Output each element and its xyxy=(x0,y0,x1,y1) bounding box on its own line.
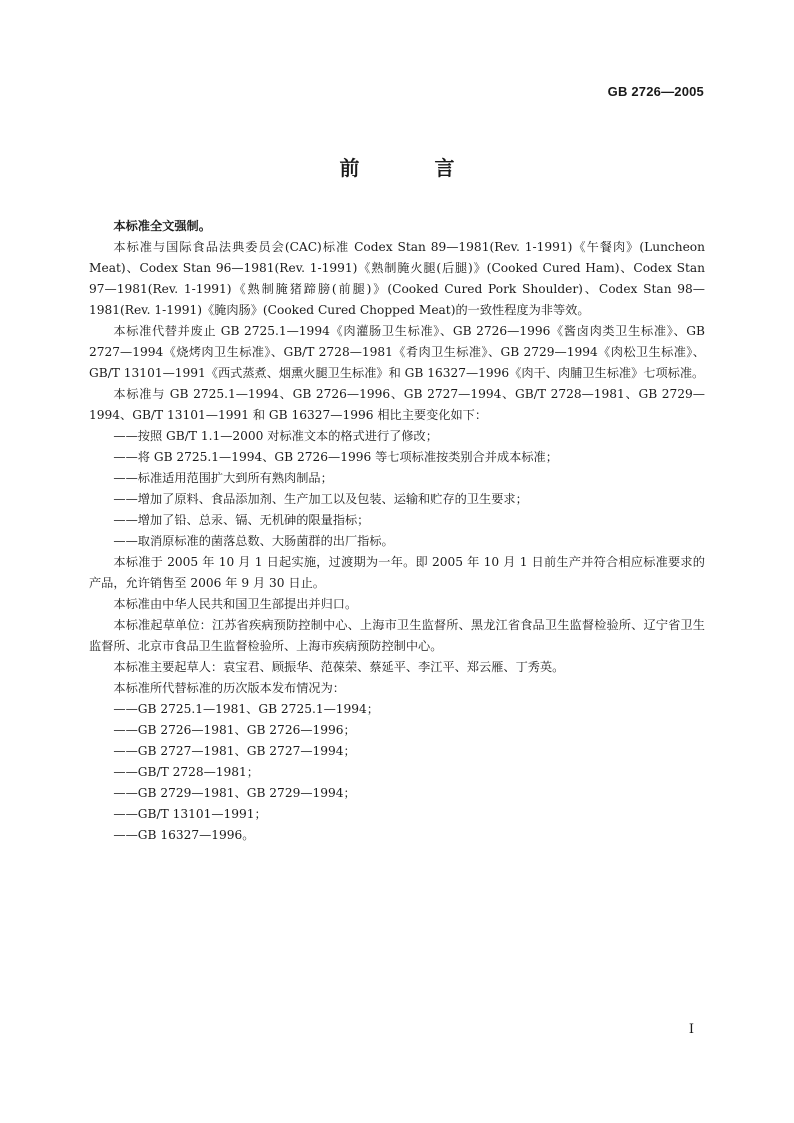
change-list-item: ——增加了原料、食品添加剂、生产加工以及包装、运输和贮存的卫生要求； xyxy=(113,492,528,506)
drafters-paragraph: 本标准主要起草人：袁宝君、顾振华、范葆荣、蔡延平、李江平、郑云雁、丁秀英。 xyxy=(113,660,565,674)
previous-version-item: ——GB 2726—1981、GB 2726—1996； xyxy=(113,723,356,737)
page-number: I xyxy=(688,1022,694,1037)
previous-version-item: ——GB 2727—1981、GB 2727—1994； xyxy=(113,744,356,758)
replaced-standards-paragraph: 本标准代替并废止 GB 2725.1—1994《肉灌肠卫生标准》、GB 2726—1996《酱卤肉类卫生标准》、GB 2727—1994《烧烤肉卫生标准》、GB/T 2728—1981《肴肉卫生标准》、GB 2729—1994《肉松卫生标准》、GB/T 13101—1991《西式蒸煮、烟熏火腿卫生标准》和 GB 16327—1996《肉干、肉脯卫生标准》七项标准。 xyxy=(89,324,705,380)
change-list-item: ——按照 GB/T 1.1—2000 对标准文本的格式进行了修改； xyxy=(113,429,438,443)
cac-consistency-paragraph: 本标准与国际食品法典委员会(CAC)标准 Codex Stan 89—1981(Rev. 1-1991)《午餐肉》(Luncheon Meat)、Codex Stan 96—1981(Rev. 1-1991)《熟制腌火腿(后腿)》(Cooked Cured Ham)、Codex Stan 97—1981(Rev. 1-1991)《熟制腌猪蹄膀(前腿)》(Cooked Cured Pork Shoulder)、Codex Stan 98—1981(Rev. 1-1991)《腌肉肠》(Cooked Cured Chopped Meat)的一致性程度为非等效。 xyxy=(89,240,705,317)
change-list-item: ——增加了铅、总汞、镉、无机砷的限量指标； xyxy=(113,513,370,527)
standard-code: GB 2726—2005 xyxy=(607,84,704,99)
previous-versions-intro: 本标准所代替标准的历次版本发布情况为： xyxy=(113,681,345,695)
proposer-paragraph: 本标准由中华人民共和国卫生部提出并归口。 xyxy=(113,597,358,611)
change-list-item: ——将 GB 2725.1—1994、GB 2726—1996 等七项标准按类别合并成本标准； xyxy=(113,450,558,464)
previous-version-item: ——GB/T 2728—1981； xyxy=(113,765,259,779)
previous-version-item: ——GB 2725.1—1981、GB 2725.1—1994； xyxy=(113,702,379,716)
page-title: 前 言 xyxy=(339,156,489,180)
mandatory-statement: 本标准全文强制。 xyxy=(113,219,211,233)
previous-version-item: ——GB 16327—1996。 xyxy=(113,828,255,842)
drafting-units-paragraph: 本标准起草单位：江苏省疾病预防控制中心、上海市卫生监督所、黑龙江省食品卫生监督检验所、辽宁省卫生监督所、北京市食品卫生监督检验所、上海市疾病预防控制中心。 xyxy=(89,618,705,653)
previous-version-item: ——GB 2729—1981、GB 2729—1994； xyxy=(113,786,356,800)
changes-intro-paragraph: 本标准与 GB 2725.1—1994、GB 2726—1996、GB 2727—1994、GB/T 2728—1981、GB 2729—1994、GB/T 13101—1991 和 GB 16327—1996 相比主要变化如下： xyxy=(89,387,705,422)
previous-version-item: ——GB/T 13101—1991； xyxy=(113,807,267,821)
foreword-body xyxy=(89,216,705,846)
change-list-item: ——取消原标准的菌落总数、大肠菌群的出厂指标。 xyxy=(113,534,394,548)
change-list-item: ——标准适用范围扩大到所有熟肉制品； xyxy=(113,471,333,485)
implementation-date-paragraph: 本标准于 2005 年 10 月 1 日起实施，过渡期为一年。即 2005 年 10 月 1 日前生产并符合相应标准要求的产品，允许销售至 2006 年 9 月 30 日止。 xyxy=(89,555,705,590)
